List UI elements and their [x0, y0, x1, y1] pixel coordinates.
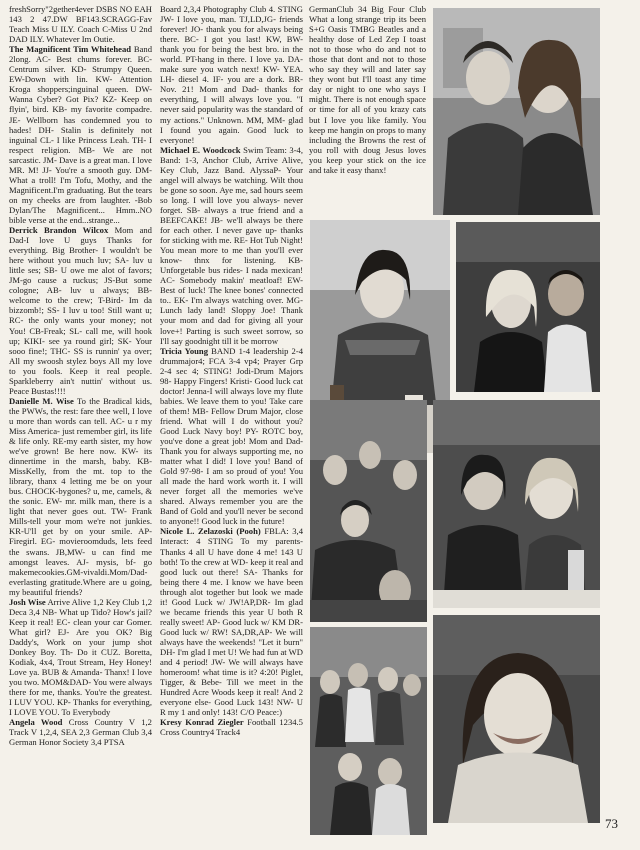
- photo-group-gym: [310, 627, 427, 835]
- senior-text: Football 1234.5 Cross Country4 Track4: [160, 717, 303, 738]
- senior-text: Band 2long. AC- Best chums forever. BC- Centrum silver. KD- Strumpy Queen. EW-Down with lin. KW- Attention Kroga shoppers;inguinal queen. DW- Wanna Cyber? Got Pix? KZ- Keep on flyin', bird. KB- my favorite compadre. JE- Wellborn has condemned you to hades! DH- Stalin is definitely not inguinal CL- I like Princess Leah. TH- I respect religion. MB- We are not sarcastic. JM- Dave is a great man. I love MR. M! JJ- You're a smooth guy. DM- What a troll! I'm Tofu, Mothy, and the Magnificent.I'm graduating. But the tears on my cheeks are from laughter. -Bob Dylan/The Magnificent... Hmm..NO bible verse at the end...strange...: [9, 44, 152, 225]
- entry: [9, 4, 152, 44]
- entry: [9, 717, 152, 747]
- senior-text: Board 2,3,4 Photography Club 4. STING JW- I love you, man. TJ,LD,JG- friends forever! JO- thank you for always being there. BC- I got you last! KW, BW- thank you for being the best bro. in the world. PT-hang in there. I love ya. DA- make sure you watch next! KW- YEA. LH- diesel 4. IF- you are a dork. BR-Nov. 21! Mom and Dad- thanks for everything, I will always love you. "I never said popularity was the standard of my actions." Unknown. MM, MM- glad I found you again. Good luck to everyone!: [160, 4, 303, 145]
- senior-text: To the Bradical kids, the PWWs, the rest: fare thee well, I love u more than words can tell. AC- u r my Miss America- just remember girl, its life & life only. RE-my earth sister, my how we've grown! Be here now. KW- its dinnertime in the marsh, baby. KB- MissKelly, from the mt. top to the library, thanx 4 letting me be on your bus. CHOCK-bygones? u, me, camels, & the sonic. EW- mr. milk man, there is a light that never goes out. TW- Frank Mills-tell your mom we're not junkies. KR-U'll get by on your smile. AP- Firegirl. EG- movieroomduds, lets feed the swans. JB,MW- u can find me amongst leaves. AJ- mysis, bf- go makemecookies.GM-vivaldi.Mom/Dad- everlasting gratitude.Where are u going, my beautiful friends?: [9, 395, 152, 597]
- senior-text: FBLA: 3,4 Interact: 4 STING To my parents- Thanks 4 all U have done 4 me! 143 U both! To the crew at WD- keep it real and good luck out there! SA- Thanks for being there 4 me. I know we have been through alot together but look we made it! Good Luck w/ JW!AP,DR- Im glad we became friends this year U both R really sweet! AP- Good luck w/ KM DR- Good luck w/ RW! SA,DR,AP- We will always have the weekends! "Let it burn" DH- I'm glad I met U! We had fun at WD and 4 period! JW- We will always have homeroom! what time is it? 4:20! Piglet, Tigger, & Bebe- Till we meet in the Hundred Acre Woods keep it real! And 2 everyone else- Good Luck 143! NW- U R my 1 and only! 143! C/O Peace:): [160, 526, 303, 718]
- senior-name: Angela Wood: [9, 717, 63, 728]
- photo-image: [433, 400, 600, 608]
- photo-pair-classroom: [456, 222, 600, 392]
- entry: [160, 4, 303, 145]
- entry: [9, 225, 152, 396]
- senior-text: GermanClub 34 Big Four Club What a long strange trip its been S+G Oasis TMBG Beatles and a healthy dose of Led Zep I toast not to those who do and not to those that dont and not to those who say they will and later say they wont but I'll toast any time day or night to one who says I might. There is not enough space or time for all of you krazy cats but I love you like family. You keep me hangin on props to many including the Browns the rest of you roll with doug Jesus loves you keep your stick on the ice and take it easy thanx!: [309, 4, 426, 175]
- photo-image: [456, 222, 600, 392]
- entry: [160, 526, 303, 717]
- entry: [309, 4, 426, 175]
- senior-text: Cross Country V 1,2 Track V 1,2,4, SEA 2,3 German Club 3,4 German Honor Society 3,4 PTSA: [9, 717, 152, 748]
- photo-image: [433, 615, 600, 823]
- photo-pair-table: [433, 400, 600, 608]
- senior-text: Arrive Alive 1,2 Key Club 1,2 Deca 3,4 NB- What up Tido? How's jail? Keep it real! EC- clean your car Gomer. What girl? EJ- Are you OK? Big Daddy's, Work on your jump shot Donkey Boy. Th- Do it CUZ. Boretta, Kodiak, 4x4, Trout Stream, Hey Honey! Love ya. BUB & Amanda- Thanx! I love you two. MOM&DAD- You were always there for me, thanks. You're the greatest. I LUV YOU. KP- Thanks for everything, I LOVE YOU. To Everybody: [9, 596, 152, 718]
- senior-text: BAND 1-4 leadership 2-4 drummajor4; FCA 3-4 vp4; Prayer Grp 2-4 sec 4; STING! Jodi-Drum Majors 98- Happy Fingers! Kristi- Good luck cat doctor! Jenna-I will always love my flute babies. We leave them to you! Take care of them! MB- Fellow Drum Major, close friend. What will I do without you? Good Luck Navy boy! PY- ROTC boy, you've done a great job! Mom and Dad- Thank you for always supporting me, no matter what I did! I love you! Band of Gold 97-98- I am so proud of you! You all made the hard work worth it. I will never forget all the memories we've shared. Always remember you are the Band of Gold and you'll never be second to anyone!! Good luck in the future!: [160, 345, 303, 527]
- senior-name: Derrick Brandon Wilcox: [9, 225, 109, 236]
- photo-smiling-girl: [433, 615, 600, 823]
- entry: [9, 597, 152, 718]
- photo-group-cafeteria: [310, 400, 427, 622]
- page-number: 73: [605, 816, 618, 831]
- senior-text: Mom and Dad-I love U guys Thanks for everything. Big Brother- I wouldn't be here without you much luv; SA- luv u little ses; SB- U owe me alot of favors; JM-go cause a ruckus; JS-But some cologne; AB- luv u always; BB- welcome to the crew; T-Bird- Im da bizzomb!; SS- I luv u too! Still want u; RC- the only wants your money; not You! CB-Freak; SL- call me, will hook up; KIKI- see ya round girl; SK- Your sooo fine!; THC- SS is runnin' ya over; All my swoosh stylez boys All my love to you fools. Keep it real people. Sparkleberry ain't nuttin' without us. Peace Bustas!!!!: [9, 225, 152, 396]
- text-column-middle: [160, 4, 303, 829]
- senior-name: Danielle M. Wise: [9, 395, 74, 406]
- entry: [160, 145, 303, 346]
- photo-image: [310, 400, 427, 622]
- photo-image: [310, 627, 427, 835]
- entry: [9, 396, 152, 597]
- entry: [9, 44, 152, 225]
- senior-name: Tricia Young: [160, 345, 208, 356]
- senior-name: Kresy Konrad Ziegler: [160, 717, 244, 728]
- text-column-left: [9, 4, 152, 829]
- photo-image: [433, 8, 600, 215]
- entry: [160, 717, 303, 737]
- senior-name: The Magnificent Tim Whitehead: [9, 44, 132, 55]
- senior-name: Josh Wise: [9, 596, 46, 607]
- senior-name: Nicole L. Zelazoski (Pooh): [160, 526, 261, 537]
- senior-text: Swim Team: 3-4, Band: 1-3, Anchor Club, Arrive Alive, Key Club, Jazz Band. AlyssaP- Your angel will always be watching. Wilt thou be gone so soon. Aye me, sad hours seem so long. I will love you always- never forget. SB- always a true friend and a BEEFCAKE! JB- we'll always be there for each other. I never gave up- thanks for sticking with me. RE- Hot Tub Night! You mean more to me than you'll ever know- thnx for listening. KB- Unforgetable bus rides- I nada mexican! AC- Somebody makin' meatloaf! EW- Best of luck! The knee bones' connected to.. EK- I'm always watching over. MG- Lunch lady land! Sloppy Joe! Thank your mom and dad for giving all your love+! Parting is such sweet sorrow, so I'll say goodnight till it be morrow: [160, 144, 303, 346]
- entry: [160, 346, 303, 527]
- senior-name: Michael E. Woodcock: [160, 144, 241, 155]
- photo-pair-top: [433, 8, 600, 215]
- senior-text: freshSorry"2gether4ever DSBS NO EAH 143 2 47.DW BF143.SCRAGG-Fav Teach Miss U ILY. Coach C-Miss U 2nd DAD ILY. Whatever Im Outie.: [9, 4, 152, 45]
